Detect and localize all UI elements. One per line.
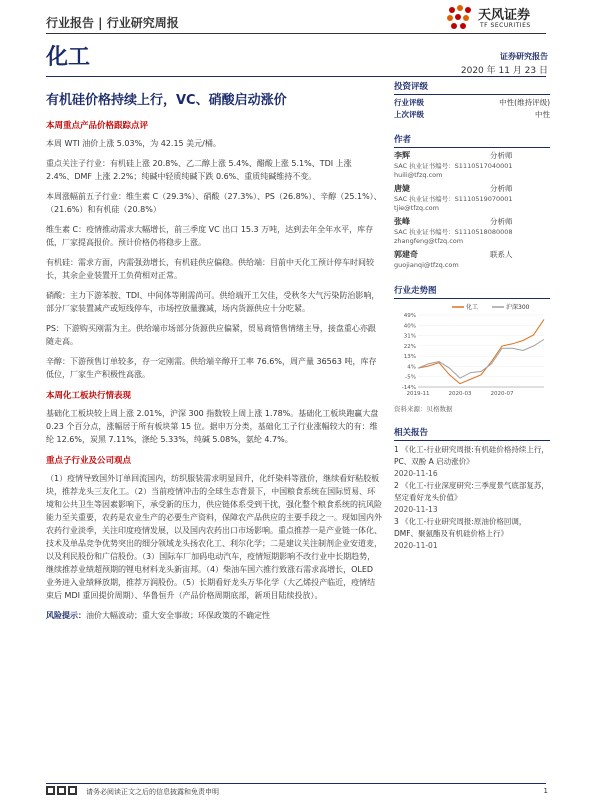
company-logo [444, 4, 554, 34]
paragraph: PS：下游购买刚需为主。供给端市场部分货源供应偏紧，贸易商惜售情绪主导，接盘重心亦跟随走高。 [46, 324, 376, 346]
author-role: 联系人 [490, 250, 513, 259]
paragraph: 辛醇：下游预售订单较多，存一定刚需。供给端辛醇开工率 76.6%，周产量 36563 吨，库存低位，厂家生产积极性高涨。 [46, 357, 377, 379]
author-block [394, 216, 550, 246]
y-tick-label: 40% [403, 323, 416, 330]
y-tick-label: 4% [407, 364, 416, 371]
risk-label: 风险提示： [46, 611, 86, 620]
author-email[interactable]: guojianqi@tfzq.com [394, 261, 459, 269]
report-headline: 有机硅价格持续上行，VC、硝酸启动涨价 [46, 93, 287, 108]
risk-note [46, 609, 382, 622]
author-name: 张峰 [394, 217, 410, 226]
related-report-link[interactable]: 2 《化工-行业深度研究:三季度景气底部复苏，坚定看好龙头价值》 [394, 481, 549, 502]
footer-disclaimer: 请务必阅读正文之后的信息披露和免责申明 [86, 788, 219, 796]
rating-key: 行业评级 [394, 98, 424, 107]
related-report-date: 2020-11-01 [394, 541, 438, 550]
author-role: 分析师 [490, 217, 513, 226]
author-block [394, 150, 550, 180]
author-role: 分析师 [490, 184, 513, 193]
author-role: 分析师 [490, 151, 513, 160]
series-line-0 [418, 319, 544, 383]
divider [394, 147, 550, 148]
author-cert: SAC 执业证书编号：S1110517040001 [394, 162, 513, 170]
divider [394, 440, 550, 441]
paragraph: 本周涨幅前五子行业：维生素 C（29.3%）、硝酸（27.3%）、PS（26.8%）、辛醇（25.1%）、（21.6%）和有机硅（20.8%） [46, 192, 382, 214]
related-report-date: 2020-11-16 [394, 469, 438, 478]
sidebar [394, 80, 550, 552]
title-divider [46, 76, 546, 77]
page-title: 化工 [46, 45, 91, 70]
y-tick-label: 13% [403, 354, 416, 361]
divider [394, 94, 550, 95]
trend-chart [394, 301, 550, 401]
report-date: 2020 年 11 月 23 日 [460, 66, 548, 76]
section-title-market: 本周化工板块行情表现 [46, 391, 132, 401]
legend-label: 沪深300 [506, 304, 530, 311]
logo-text: 天风证券 [478, 8, 531, 23]
rating-title: 投资评级 [394, 82, 429, 92]
paragraph: 基础化工板块较上周上涨 2.01%，沪深 300 指数较上周上涨 1.78%。基础化工板块跑赢大盘 0.23 个百分点，涨幅居于所有板块第 15 位。据申万分类，基础化工子行业涨幅较大的有：维纶 12.6%，炭黑 7.11%，涤纶 5.33%，纯碱 5.08%，氨纶 4.7%。 [46, 409, 379, 444]
rating-row [394, 109, 550, 121]
logo-icon [444, 4, 476, 34]
y-tick-label: -14% [401, 385, 416, 391]
author-email[interactable]: huili@tfzq.com [394, 171, 443, 179]
authors-title: 作者 [394, 135, 412, 145]
author-cert: SAC 执业证书编号：S1110518080008 [394, 228, 513, 236]
author-block [394, 249, 550, 270]
rating-value: 中性(维持评级) [499, 98, 550, 107]
author-cert: SAC 执业证书编号：S1110519070001 [394, 195, 513, 203]
y-tick-label: 22% [403, 343, 416, 350]
related-reports [394, 444, 550, 552]
paragraph: 维生素 C：疫情推动需求大幅增长，前三季度 VC 出口 15.3 万吨，达到去年全年水平，库存低，厂家提高报价。预计价格仍将稳步上涨。 [46, 225, 374, 247]
author-email[interactable]: zhangfeng@tfzq.com [394, 237, 464, 245]
rating-key: 上次评级 [394, 110, 424, 119]
report-type: 证券研究报告 [500, 52, 548, 61]
legend-label: 化工 [466, 304, 479, 311]
paragraph: 有机硅：需求方面，内需强劲增长，有机硅供应偏稳。供给端：目前中天化工预计停车时间较长，其余企业装置开工负荷相对正常。 [46, 258, 374, 280]
author-name: 李辉 [394, 151, 410, 160]
x-tick-label: 2019-11 [406, 391, 430, 397]
page-number: 1 [543, 787, 548, 795]
breadcrumb: 行业报告 | 行业研究周报 [46, 16, 179, 30]
y-tick-label: 31% [403, 333, 416, 340]
related-report-date: 2020-11-13 [394, 505, 438, 514]
paragraph: 本周 WTI 油价上涨 5.03%，为 42.15 美元/桶。 [46, 139, 221, 148]
qr-code-icon [46, 786, 78, 796]
x-tick-label: 2020-07 [490, 391, 514, 397]
author-email[interactable]: tjie@tfzq.com [394, 204, 439, 212]
related-report-link[interactable]: 3 《化工-行业研究周报:原油价格回调，DMF、聚氨酯及有机硅价格上行》 [394, 517, 527, 538]
author-block [394, 183, 550, 213]
chart-title: 行业走势图 [394, 286, 437, 296]
divider [394, 298, 550, 299]
rating-row [394, 97, 550, 109]
logo-subtext: TF SECURITIES [480, 22, 531, 29]
related-title: 相关报告 [394, 428, 429, 438]
y-tick-label: -5% [405, 374, 416, 381]
main-content [46, 120, 382, 622]
paragraph: 硝酸：主力下游苯胺、TDI、中间体等刚需尚可。供给端开工欠佳，受秋冬大气污染防治影响，部分厂家装置减产或短线停车，市场控放量骤减，场内货源供应十分吃紧。 [46, 291, 380, 313]
related-report-link[interactable]: 1 《化工-行业研究周报:有机硅价格持续上行，PC、双酚 A 启动涨价》 [394, 445, 549, 466]
paragraph: 重点关注子行业：有机硅上涨 20.8%、乙二醇上涨 5.4%、醋酸上涨 5.1%、TDI 上涨 2.4%、DMF 上涨 2.2%；纯碱中轻质纯碱下跌 0.6%、重质纯碱维持不变。 [46, 159, 352, 181]
author-name: 郭建奇 [394, 250, 418, 259]
y-tick-label: 49% [403, 313, 416, 319]
series-line-1 [418, 339, 544, 378]
risk-text: 油价大幅波动；重大安全事故；环保政策的不确定性 [86, 611, 270, 620]
footer-divider [46, 783, 546, 784]
x-tick-label: 2020-03 [448, 391, 472, 397]
chart-source: 资料来源：贝格数据 [394, 405, 453, 413]
rating-value: 中性 [535, 110, 550, 119]
paragraph: （1）疫情导致国外订单回流国内，纺织服装需求明显回升，化纤染料等涨价，继续看好粘胶板块，推荐龙头三友化工。（2）当前疫情冲击的全球生态背景下，中国粮食系统在国际贸易、环境和公共卫生等因素影响下，承受新的压力，供应链体系受到干扰，强化整个粮食系统的抗风险能力至关重要，农药是农业生产的必要生产资料，保障农产品供应的主要手段之一。现如国内外农药行业淡季，关注印度疫情发展，以及国内农药出口市场影响。重点推荐一是产业链一体化、技术及单品竞争优势突出的细分领域龙头扬农化工、利尔化学；二是建议关注制剂企业安道麦，以及利民股份和广信股份。（3）国际车厂加码电动汽车，疫情短期影响不改行业中长期趋势，继续推荐业绩超预期的锂电材料龙头新宙邦。（4）柴油车国六推行致涨石需求高增长，OLED 业务进入业绩释放期，推荐万润股份。（5）长期看好龙头万华化学（大乙烯投产临近，疫情结束后 MDI 重回提价周期）、华鲁恒升（产品价格周期底部，新项目陆续投放）。 [46, 474, 382, 600]
section-title-views: 重点子行业及公司观点 [46, 456, 132, 466]
section-title-prices: 本周重点产品价格跟踪点评 [46, 121, 149, 131]
author-name: 唐婕 [394, 184, 410, 193]
